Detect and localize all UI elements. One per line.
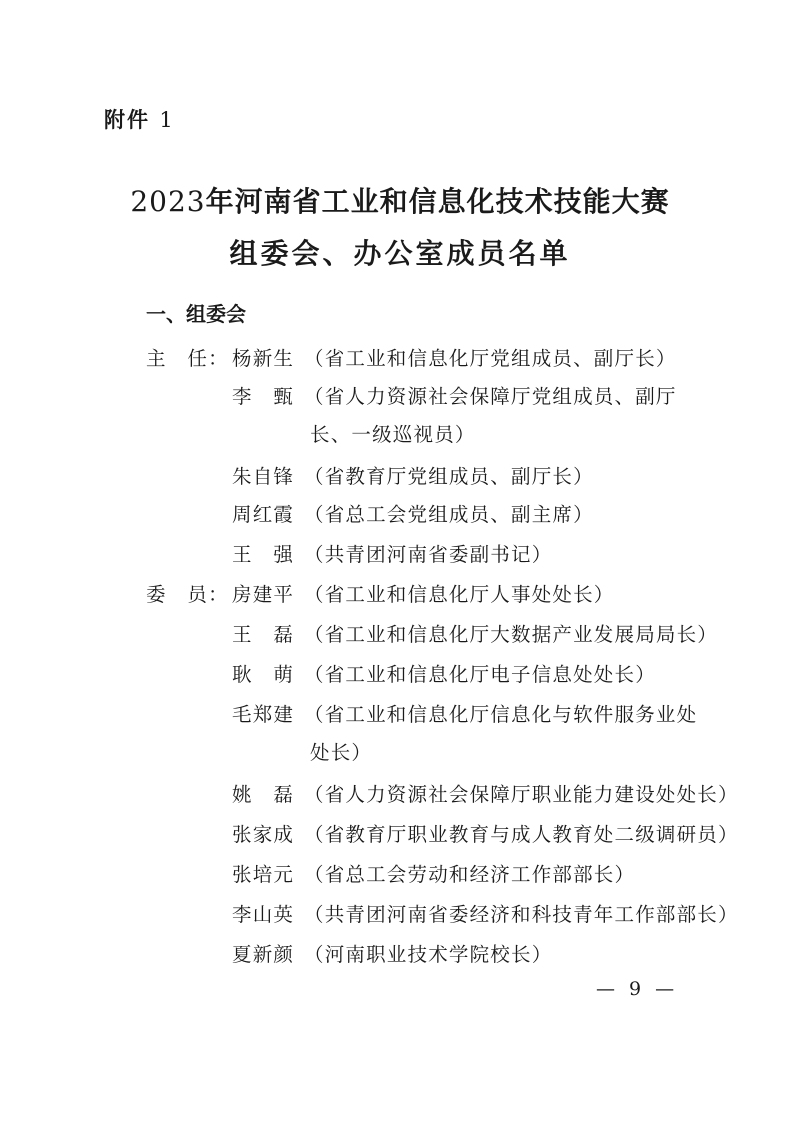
member-name: 耿 萌 <box>232 663 295 686</box>
member-name: 张家成 <box>232 823 295 846</box>
member-desc-continuation: 长、一级巡视员） <box>310 423 476 446</box>
member-row <box>146 539 552 567</box>
attachment-number: 1 <box>159 108 175 132</box>
member-desc: （省教育厅职业教育与成人教育处二级调研员） <box>304 823 739 846</box>
member-row <box>146 381 677 409</box>
member-name: 房建平 <box>232 583 295 606</box>
document-title-line2: 组委会、办公室成员名单 <box>229 237 571 270</box>
member-name: 姚 磊 <box>232 783 295 806</box>
title-year: 2023 <box>130 185 206 218</box>
title-text: 年河南省工业和信息化技术技能大赛 <box>205 185 670 218</box>
member-row <box>146 499 594 527</box>
member-desc: （省教育厅党组成员、副厅长） <box>304 465 594 488</box>
member-row <box>146 899 739 927</box>
member-name: 张培元 <box>232 863 295 886</box>
member-desc: （共青团河南省委经济和科技青年工作部部长） <box>304 903 739 926</box>
member-name: 李山英 <box>232 903 295 926</box>
member-row <box>146 619 718 647</box>
member-name: 王 磊 <box>232 623 295 646</box>
member-row <box>146 659 656 687</box>
member-row <box>146 819 739 847</box>
member-row <box>146 461 594 489</box>
member-desc: （省工业和信息化厅电子信息处处长） <box>304 663 656 686</box>
member-name: 朱自锋 <box>232 465 295 488</box>
member-row <box>146 699 697 727</box>
member-row <box>146 579 615 607</box>
member-name: 夏新颜 <box>232 943 295 966</box>
member-desc: （省工业和信息化厅人事处处长） <box>304 583 615 606</box>
member-name: 杨新生 <box>232 347 295 370</box>
member-desc: （省工业和信息化厅信息化与软件服务业处 <box>304 703 698 726</box>
member-desc: （省人力资源社会保障厅职业能力建设处处长） <box>304 783 739 806</box>
member-desc-continuation: 处长） <box>310 741 373 764</box>
member-row <box>146 859 635 887</box>
document-title-line1 <box>0 180 800 220</box>
member-row <box>146 779 739 807</box>
member-desc: （共青团河南省委副书记） <box>304 543 553 566</box>
member-name: 王 强 <box>232 543 295 566</box>
member-role: 主 任： <box>146 347 229 370</box>
member-name: 李 甄 <box>232 385 295 408</box>
section-heading-committee: 一、组委会 <box>146 302 246 326</box>
member-desc: （省工业和信息化厅大数据产业发展局局长） <box>304 623 719 646</box>
attachment-text: 附件 <box>104 108 150 132</box>
page-number: — 9 — <box>596 978 679 1000</box>
member-row <box>146 939 552 967</box>
member-desc: （河南职业技术学院校长） <box>304 943 553 966</box>
member-role: 委 员： <box>146 583 229 606</box>
member-name: 周红霞 <box>232 503 295 526</box>
member-name: 毛郑建 <box>232 703 295 726</box>
member-desc: （省工业和信息化厅党组成员、副厅长） <box>304 347 677 370</box>
member-desc: （省人力资源社会保障厅党组成员、副厅 <box>304 385 677 408</box>
member-desc: （省总工会劳动和经济工作部部长） <box>304 863 636 886</box>
member-row <box>146 343 677 371</box>
member-desc: （省总工会党组成员、副主席） <box>304 503 594 526</box>
attachment-label <box>104 104 175 134</box>
